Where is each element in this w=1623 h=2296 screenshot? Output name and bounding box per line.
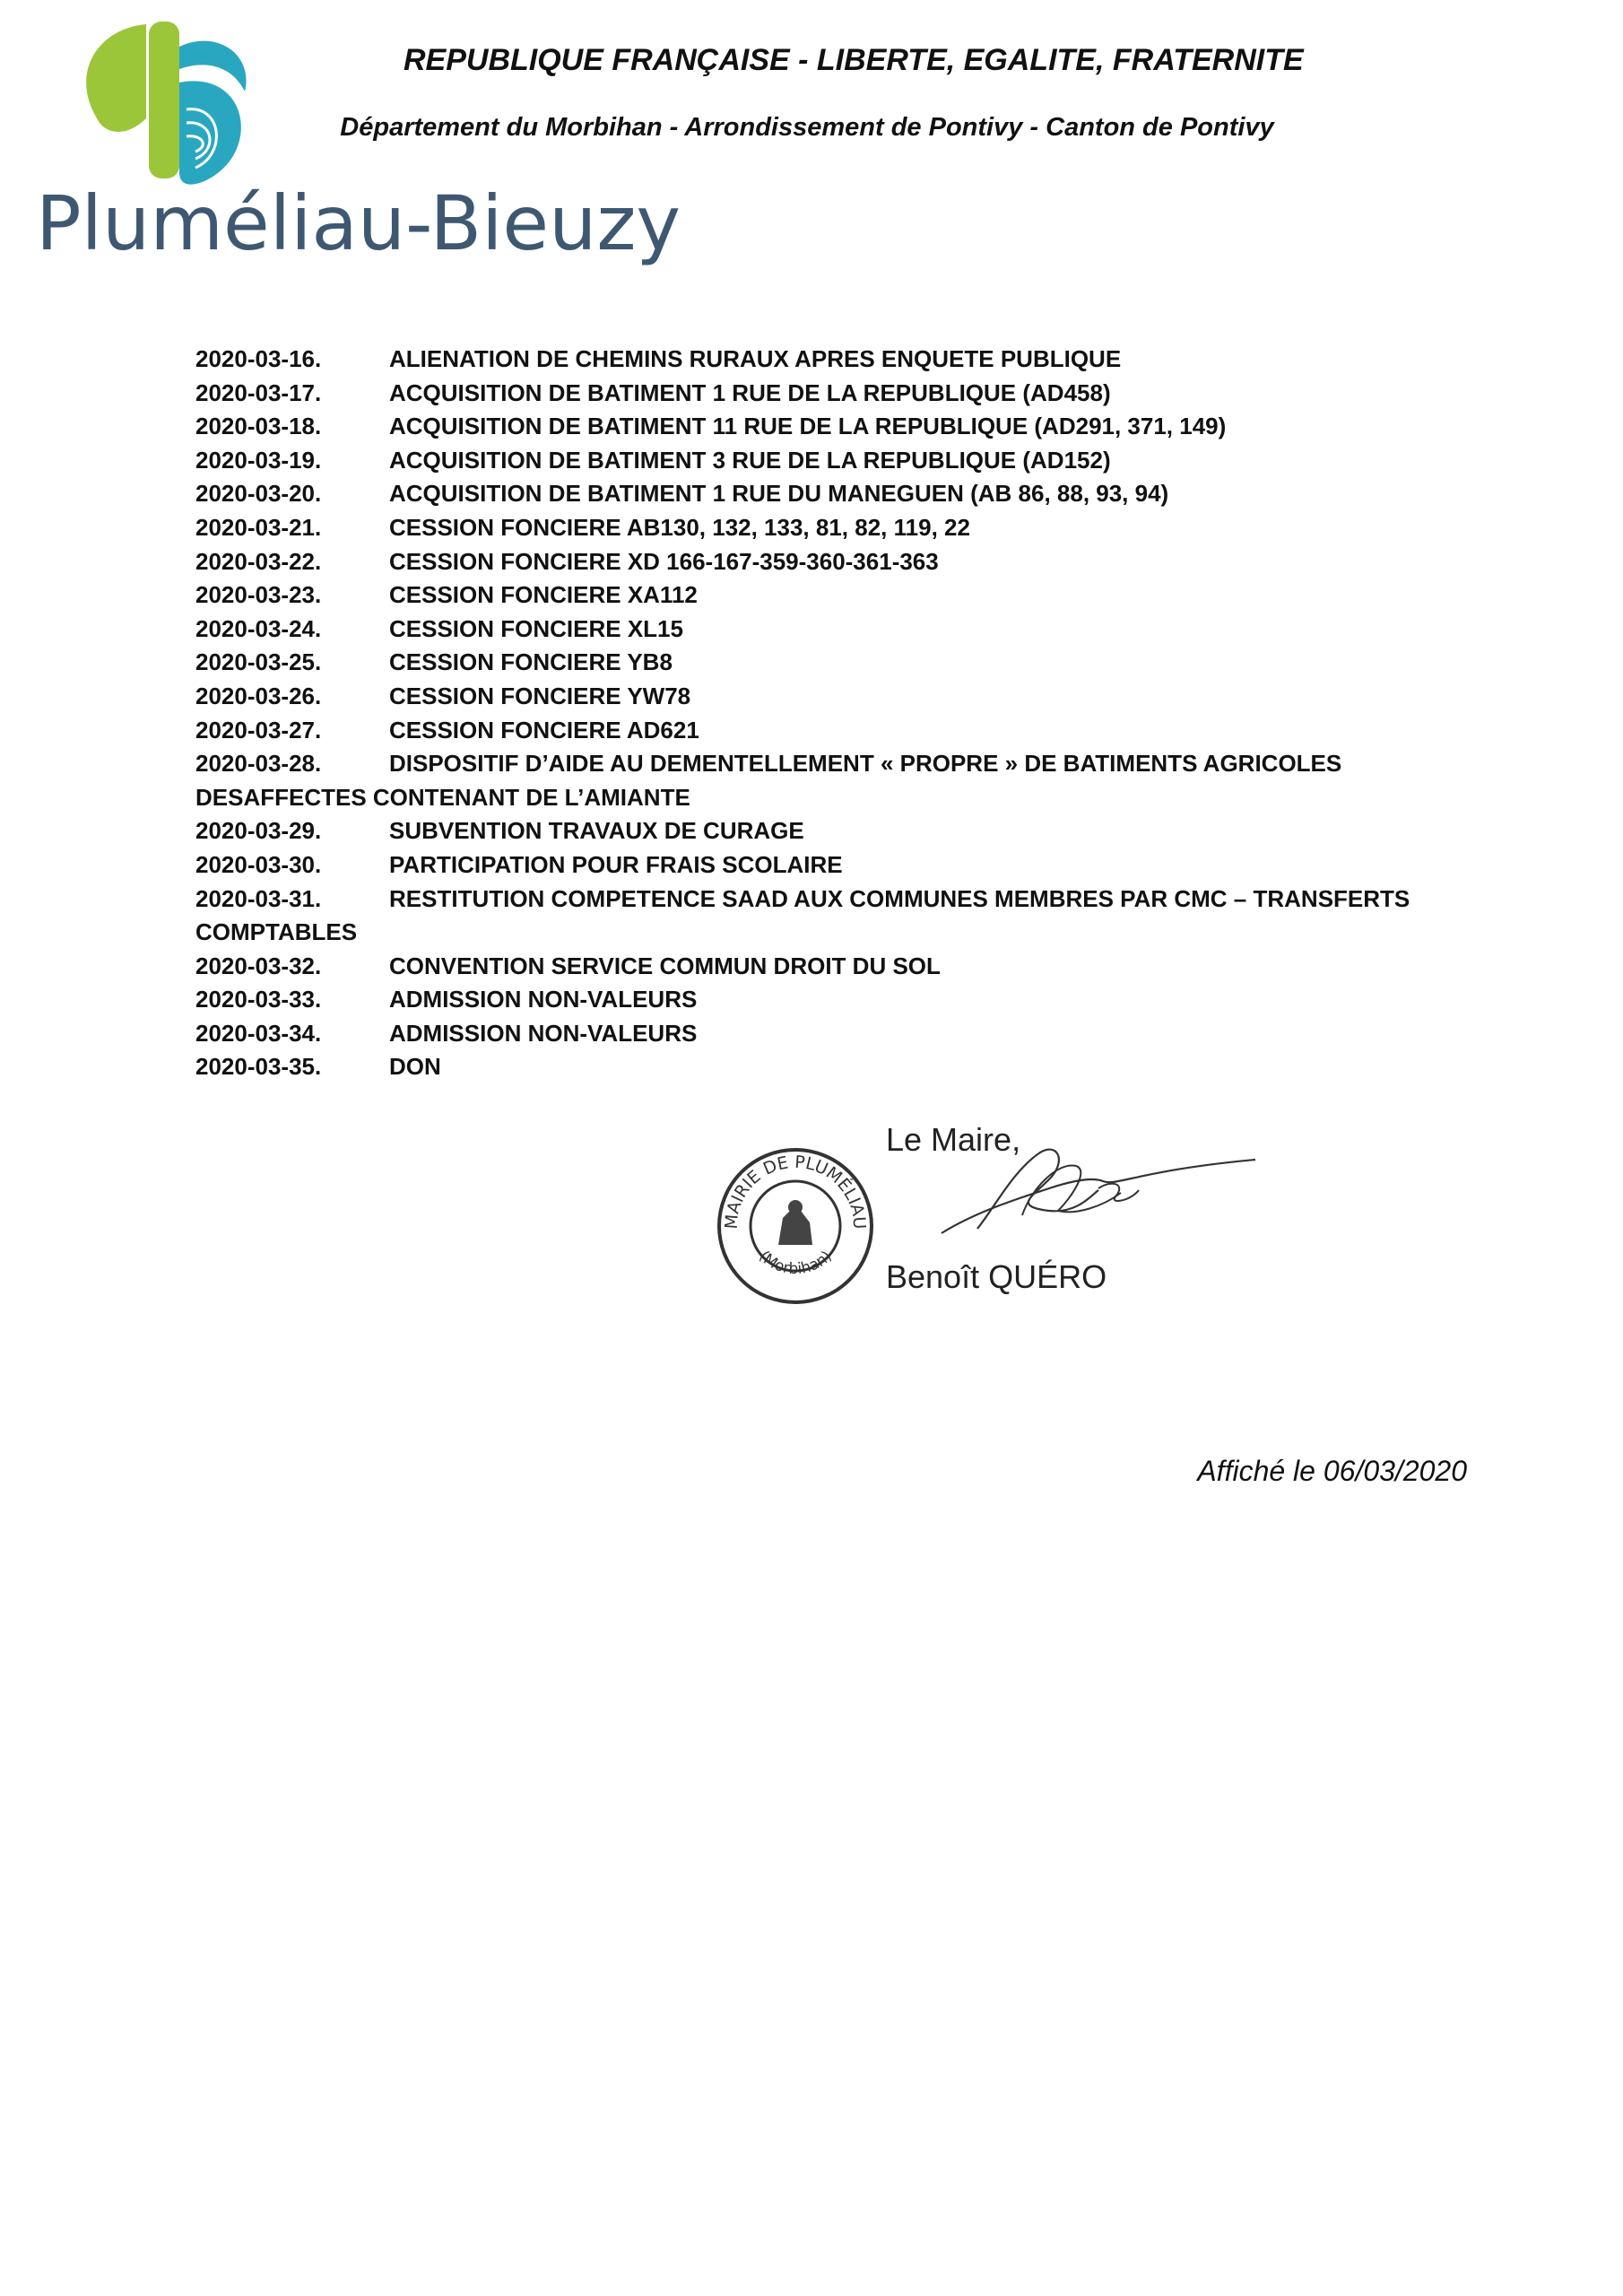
deliberation-number: 2020-03-23. [195,581,322,609]
deliberation-number: 2020-03-19. [195,446,322,474]
deliberation-title: CESSION FONCIERE YB8 [389,648,673,676]
deliberation-title-continuation: COMPTABLES [195,918,358,946]
signature-label: Le Maire, [886,1121,1021,1158]
deliberation-title: CESSION FONCIERE AB130, 132, 133, 81, 82, 119, 22 [389,513,970,541]
deliberation-number: 2020-03-27. [195,716,322,744]
deliberation-list [195,343,1451,1084]
mayor-name: Benoît QUÉRO [886,1258,1107,1295]
deliberation-number: 2020-03-29. [195,817,322,845]
deliberation-title: ACQUISITION DE BATIMENT 1 RUE DU MANEGUEN (AB 86, 88, 93, 94) [389,480,1169,508]
deliberation-number: 2020-03-31. [195,884,322,912]
deliberation-row [195,545,1451,579]
deliberation-number: 2020-03-34. [195,1019,322,1047]
deliberation-row [195,511,1451,545]
deliberation-title: ALIENATION DE CHEMINS RURAUX APRES ENQUETE PUBLIQUE [389,345,1122,372]
deliberation-title: CESSION FONCIERE XL15 [389,614,683,642]
svg-text:(Morbihan) [755,1248,836,1278]
deliberation-title: ACQUISITION DE BATIMENT 3 RUE DE LA REPUBLIQUE (AD152) [389,446,1111,474]
deliberation-row [195,680,1451,714]
deliberation-row [195,477,1451,511]
deliberation-number: 2020-03-17. [195,378,322,406]
deliberation-row [195,1050,1451,1084]
deliberation-row [195,613,1451,647]
handwritten-signature [924,1126,1264,1251]
deliberation-row [195,747,1451,814]
deliberation-row [195,950,1451,984]
deliberation-number: 2020-03-25. [195,648,322,676]
stamp-top-text: MAIRIE DE PLUMÉLIAU [721,1152,870,1231]
deliberation-row [195,848,1451,883]
deliberation-title: CESSION FONCIERE XD 166-167-359-360-361-363 [389,547,939,575]
deliberation-row [195,444,1451,478]
deliberation-title-continuation: DESAFFECTES CONTENANT DE L’AMIANTE [195,783,690,811]
stamp-bottom-text: (Morbihan) [755,1247,836,1279]
deliberation-row [195,714,1451,748]
header-title: REPUBLIQUE FRANÇAISE - LIBERTE, EGALITE, FRATERNITE [404,43,1304,77]
deliberation-number: 2020-03-22. [195,547,322,575]
deliberation-number: 2020-03-18. [195,413,322,440]
deliberation-number: 2020-03-33. [195,986,322,1013]
deliberation-row [195,343,1451,377]
deliberation-number: 2020-03-28. [195,750,322,778]
deliberation-row [195,377,1451,411]
mairie-stamp [716,1146,875,1310]
logo-name: Pluméliau-Bieuzy [36,179,681,267]
header-subtitle: Département du Morbihan - Arrondissement de Pontivy - Canton de Pontivy [340,113,1274,142]
deliberation-title: SUBVENTION TRAVAUX DE CURAGE [389,817,804,845]
deliberation-row [195,814,1451,848]
deliberation-row [195,883,1451,950]
deliberation-number: 2020-03-24. [195,614,322,642]
deliberation-number: 2020-03-30. [195,850,322,878]
deliberation-title: ACQUISITION DE BATIMENT 11 RUE DE LA REPUBLIQUE (AD291, 371, 149) [389,413,1227,440]
deliberation-row [195,983,1451,1017]
deliberation-title: CESSION FONCIERE YW78 [389,682,691,709]
deliberation-number: 2020-03-20. [195,480,322,508]
deliberation-title: CONVENTION SERVICE COMMUN DROIT DU SOL [389,952,941,979]
deliberation-title: ACQUISITION DE BATIMENT 1 RUE DE LA REPUBLIQUE (AD458) [389,378,1111,406]
deliberation-title: CESSION FONCIERE XA112 [389,581,698,609]
deliberation-number: 2020-03-21. [195,513,322,541]
deliberation-title: ADMISSION NON-VALEURS [389,986,698,1013]
deliberation-title: RESTITUTION COMPETENCE SAAD AUX COMMUNES MEMBRES PAR CMC – TRANSFERTS [389,884,1410,912]
deliberation-title: ADMISSION NON-VALEURS [389,1019,698,1047]
deliberation-number: 2020-03-16. [195,345,322,372]
deliberation-row [195,646,1451,680]
posted-date: Affiché le 06/03/2020 [1197,1455,1467,1487]
deliberation-number: 2020-03-35. [195,1053,322,1081]
deliberation-row [195,578,1451,613]
deliberation-title: CESSION FONCIERE AD621 [389,716,699,744]
b-leaf-logo-icon [61,20,267,190]
deliberation-title: DON [389,1053,441,1081]
deliberation-row [195,1017,1451,1051]
deliberation-number: 2020-03-26. [195,682,322,709]
deliberation-title: PARTICIPATION POUR FRAIS SCOLAIRE [389,850,843,878]
deliberation-title: DISPOSITIF D’AIDE AU DEMENTELLEMENT « PROPRE » DE BATIMENTS AGRICOLES [389,750,1342,778]
deliberation-row [195,410,1451,444]
deliberation-number: 2020-03-32. [195,952,322,979]
